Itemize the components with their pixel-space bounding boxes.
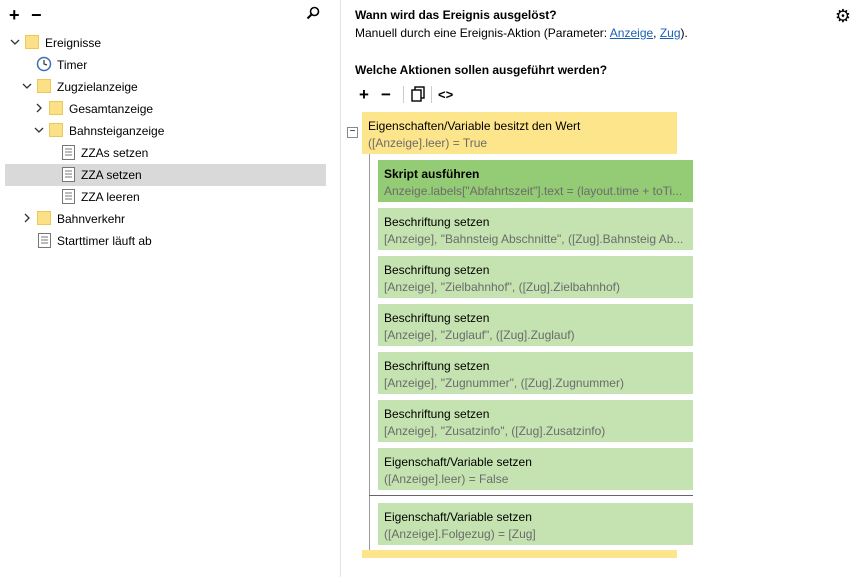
gear-icon[interactable]: ⚙ [834,6,851,26]
tree-item-zzas-setzen[interactable] [5,142,326,164]
tree-item-label: Timer [57,58,88,72]
remove-button[interactable]: − [31,5,42,25]
chevron-right-icon[interactable] [21,212,33,224]
condition-block[interactable] [362,112,677,154]
tree-item-label: Bahnverkehr [57,212,126,226]
collapse-toggle-icon[interactable]: − [347,127,358,138]
action-params: Anzeige.labels["Abfahrtszeit"].text = (layout.time + toTi... [384,184,683,198]
tree-item-zugzielanzeige[interactable] [5,76,326,98]
tree-item-label: Ereignisse [45,36,102,50]
action-item[interactable] [378,448,693,490]
folder-icon [49,123,63,137]
tree-item-timer[interactable] [5,54,326,76]
tree-item-label: ZZA leeren [81,190,140,204]
tree-item-label: Starttimer läuft ab [57,234,152,248]
action-item[interactable] [378,160,693,202]
action-title: Beschriftung setzen [384,215,490,229]
action-params: [Anzeige], "Zusatzinfo", ([Zug].Zusatzinfo) [384,424,606,438]
folder-icon [37,79,51,93]
action-params: [Anzeige], "Bahnsteig Abschnitte", ([Zug].Bahnsteig Ab... [384,232,684,246]
trigger-separator: , [653,26,660,40]
folder-icon [37,211,51,225]
chevron-right-icon[interactable] [33,102,45,114]
document-icon [62,167,75,182]
action-title: Beschriftung setzen [384,359,490,373]
tree-item-ereignisse[interactable] [5,32,326,54]
else-action-item[interactable] [378,503,693,545]
tree-item-bahnverkehr[interactable] [5,208,326,230]
action-title: Beschriftung setzen [384,311,490,325]
tree-item-label: Gesamtanzeige [69,102,154,116]
actions-heading: Welche Aktionen sollen ausgeführt werden? [355,63,608,77]
toolbar-divider [403,86,404,103]
code-view-button[interactable]: <> [438,87,454,102]
toolbar-divider [431,86,432,103]
param-link-zug[interactable]: Zug [659,26,681,40]
trigger-description [355,26,688,40]
action-params: ([Anzeige].leer) = False [384,472,509,486]
action-title: Eigenschaft/Variable setzen [384,510,532,524]
action-item[interactable] [378,352,693,394]
copy-icon[interactable] [411,86,425,105]
param-link-anzeige[interactable]: Anzeige [609,26,654,40]
tree-item-starttimer[interactable] [5,230,326,252]
action-params: [Anzeige], "Zielbahnhof", ([Zug].Zielbahnhof) [384,280,620,294]
condition-title: Eigenschaften/Variable besitzt den Wert [368,119,581,133]
tree-item-label: Zugzielanzeige [57,80,138,94]
else-divider [369,495,693,496]
folder-icon [25,35,39,49]
tree-item-zza-leeren[interactable] [5,186,326,208]
action-item[interactable] [378,400,693,442]
document-icon [38,233,51,248]
tree-item-gesamtanzeige[interactable] [5,98,326,120]
action-item[interactable] [378,208,693,250]
action-item[interactable] [378,304,693,346]
trigger-text-prefix: Manuell durch eine Ereignis-Aktion (Parameter: [355,26,610,40]
nesting-line [369,154,370,550]
event-detail-pane [341,0,865,577]
event-tree-pane [0,0,341,577]
document-icon [62,145,75,160]
action-title: Beschriftung setzen [384,263,490,277]
condition-block-end [362,550,677,558]
tree-item-label: ZZA setzen [81,168,142,182]
chevron-down-icon[interactable] [9,36,21,48]
search-icon[interactable] [306,6,320,23]
folder-icon [49,101,63,115]
tree-item-label: Bahnsteiganzeige [69,124,165,138]
tree-item-zza-setzen[interactable] [5,164,326,186]
action-title: Eigenschaft/Variable setzen [384,455,532,469]
action-params: ([Anzeige].Folgezug) = [Zug] [384,527,536,541]
tree-item-bahnsteiganzeige[interactable] [5,120,326,142]
action-title: Skript ausführen [384,167,480,181]
clock-icon [36,56,52,72]
chevron-down-icon[interactable] [33,124,45,136]
add-button[interactable]: + [9,5,20,25]
remove-action-button[interactable]: − [381,85,391,104]
action-params: [Anzeige], "Zugnummer", ([Zug].Zugnummer) [384,376,624,390]
chevron-down-icon[interactable] [21,80,33,92]
trigger-text-suffix: ). [680,26,688,40]
action-params: [Anzeige], "Zuglauf", ([Zug].Zuglauf) [384,328,575,342]
add-action-button[interactable]: + [359,85,369,104]
trigger-heading: Wann wird das Ereignis ausgelöst? [355,8,557,22]
action-item[interactable] [378,256,693,298]
tree-item-label: ZZAs setzen [81,146,149,160]
condition-value: ([Anzeige].leer) = True [368,136,488,150]
action-title: Beschriftung setzen [384,407,490,421]
document-icon [62,189,75,204]
